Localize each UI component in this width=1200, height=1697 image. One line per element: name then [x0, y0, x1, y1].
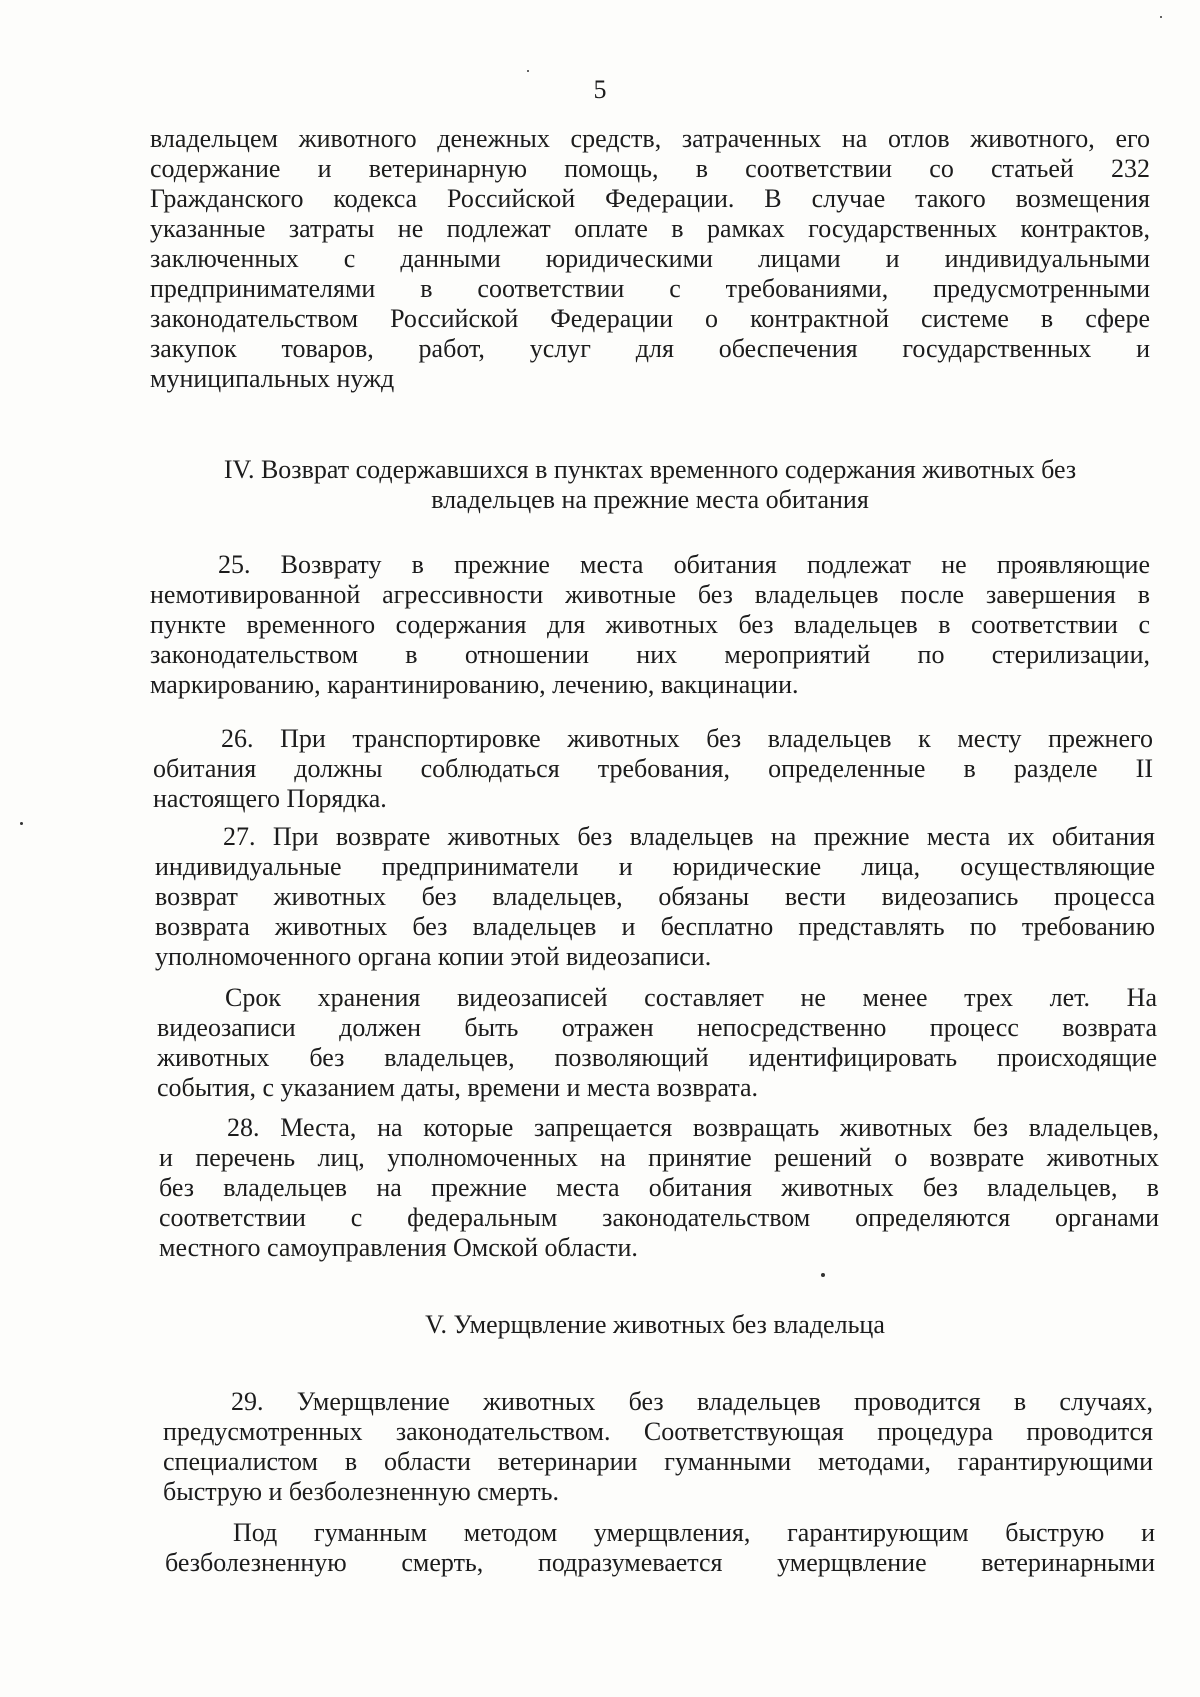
- text-line: быструю и безболезненную смерть.: [163, 1477, 560, 1506]
- scan-speck: [821, 1273, 825, 1277]
- text-line: местного самоуправления Омской области.: [159, 1233, 638, 1262]
- text-line: указанные затраты не подлежат оплате в рамках государственных контрактов,: [150, 214, 1150, 243]
- text-line: законодательством в отношении них мероприятий по стерилизации,: [150, 640, 1150, 669]
- text-line: заключенных с данными юридическими лицами и индивидуальными: [150, 244, 1150, 273]
- text-line: муниципальных нужд: [150, 364, 395, 393]
- text-line: события, с указанием даты, времени и места возврата.: [157, 1073, 759, 1102]
- text-line: и перечень лиц, уполномоченных на принятие решений о возврате животных: [159, 1143, 1159, 1172]
- text-line: Срок хранения видеозаписей составляет не менее трех лет. На: [225, 983, 1157, 1012]
- text-line: настоящего Порядка.: [153, 784, 387, 813]
- section-heading-v: [155, 1310, 1155, 1340]
- text-line: законодательством Российской Федерации о контрактной системе в сфере: [150, 304, 1150, 333]
- paragraph-28: [159, 1113, 1159, 1263]
- scan-speck: [1160, 16, 1162, 18]
- text-line: предпринимателями в соответствии с требованиями, предусмотренными: [150, 274, 1150, 303]
- text-line: 27. При возврате животных без владельцев на прежние места их обитания: [223, 822, 1155, 851]
- text-line: 25. Возврату в прежние места обитания подлежат не проявляющие: [218, 550, 1150, 579]
- section-heading-iv: [150, 455, 1150, 515]
- text-line: 28. Места, на которые запрещается возвращать животных без владельцев,: [227, 1113, 1159, 1142]
- paragraph-25: [150, 550, 1150, 700]
- text-line: обитания должны соблюдаться требования, определенные в разделе II: [153, 754, 1153, 783]
- heading-line: V. Умерщвление животных без владельца: [425, 1310, 885, 1339]
- scan-speck: [20, 822, 23, 825]
- text-line: Под гуманным методом умерщвления, гарантирующим быструю и: [233, 1518, 1155, 1547]
- paragraph-27-continued: [157, 983, 1157, 1103]
- paragraph-29-continued: [165, 1518, 1155, 1578]
- text-line: Гражданского кодекса Российской Федерации. В случае такого возмещения: [150, 184, 1150, 213]
- text-line: безболезненную смерть, подразумевается умерщвление ветеринарными: [165, 1548, 1155, 1577]
- text-line: без владельцев на прежние места обитания животных без владельцев, в: [159, 1173, 1159, 1202]
- paragraph-29: [163, 1387, 1153, 1507]
- text-line: видеозаписи должен быть отражен непосредственно процесс возврата: [157, 1013, 1157, 1042]
- scan-speck: [527, 70, 529, 72]
- text-line: соответствии с федеральным законодательством определяются органами: [159, 1203, 1159, 1232]
- heading-line: IV. Возврат содержавшихся в пунктах временного содержания животных без: [223, 455, 1077, 484]
- text-line: индивидуальные предприниматели и юридические лица, осуществляющие: [155, 852, 1155, 881]
- text-line: немотивированной агрессивности животные без владельцев после завершения в: [150, 580, 1150, 609]
- text-line: маркированию, карантинированию, лечению, вакцинации.: [150, 670, 799, 699]
- paragraph-26: [153, 724, 1153, 814]
- paragraph-27: [155, 822, 1155, 972]
- heading-line: владельцев на прежние места обитания: [431, 485, 869, 514]
- text-line: 29. Умерщвление животных без владельцев проводится в случаях,: [231, 1387, 1153, 1416]
- text-line: животных без владельцев, позволяющий идентифицировать происходящие: [157, 1043, 1157, 1072]
- text-line: закупок товаров, работ, услуг для обеспечения государственных и: [150, 334, 1150, 363]
- text-line: возврата животных без владельцев и бесплатно представлять по требованию: [155, 912, 1155, 941]
- text-line: специалистом в области ветеринарии гуманными методами, гарантирующими: [163, 1447, 1153, 1476]
- page-number: 5: [593, 75, 607, 104]
- text-line: пункте временного содержания для животных без владельцев в соответствии с: [150, 610, 1150, 639]
- text-line: владельцем животного денежных средств, затраченных на отлов животного, его: [150, 124, 1150, 153]
- text-line: содержание и ветеринарную помощь, в соответствии со статьей 232: [150, 154, 1150, 183]
- intro-paragraph: [150, 124, 1150, 394]
- text-line: 26. При транспортировке животных без владельцев к месту прежнего: [221, 724, 1153, 753]
- text-line: предусмотренных законодательством. Соответствующая процедура проводится: [163, 1417, 1153, 1446]
- text-line: уполномоченного органа копии этой видеозаписи.: [155, 942, 712, 971]
- text-line: возврат животных без владельцев, обязаны вести видеозапись процесса: [155, 882, 1155, 911]
